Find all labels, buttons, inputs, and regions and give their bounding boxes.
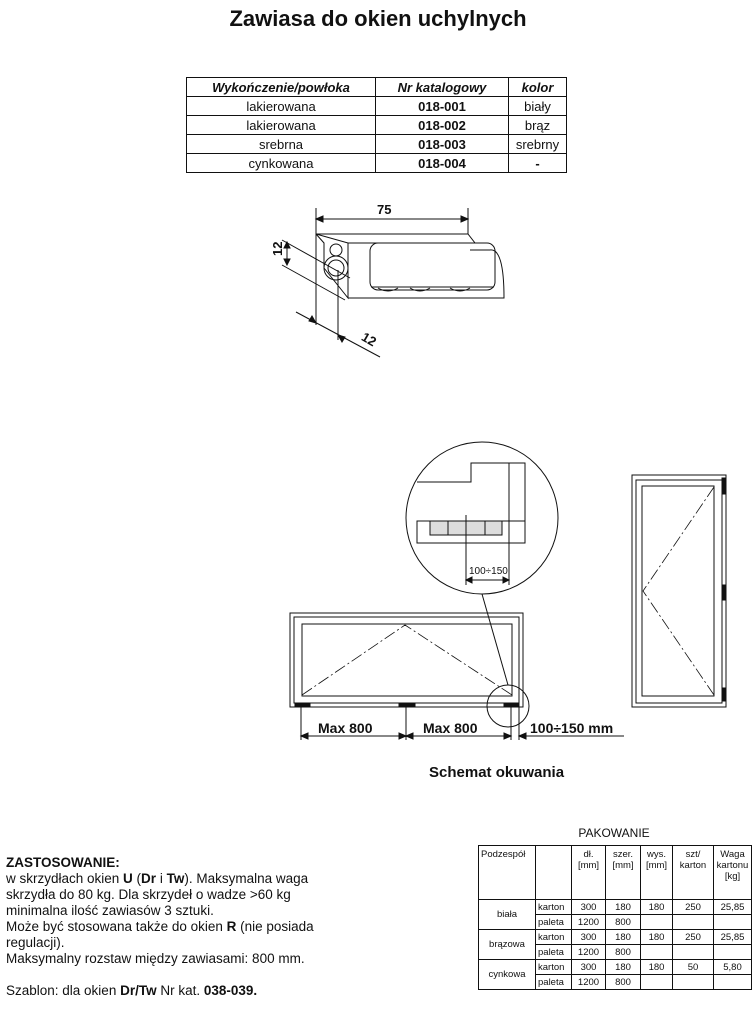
hinge-mark [504,703,519,707]
cell-value: 800 [606,945,641,960]
cell-package-type: karton [536,960,572,975]
cell-color: brąz [509,116,567,135]
cell-package-type: karton [536,900,572,915]
cell-color: - [509,154,567,173]
cell-value [673,915,714,930]
detail-magnifier [406,442,558,727]
cell-catalog-no: 018-001 [376,97,509,116]
hinge-drawing [270,202,504,357]
text: ( [132,871,142,886]
cell-component: brązowa [479,930,536,960]
cell-value [714,915,752,930]
cell-value: 180 [606,960,641,975]
hinge-mark [722,478,726,494]
dim-depth-label: 12 [359,329,380,350]
cell-package-type: paleta [536,945,572,960]
cell-value: 250 [673,930,714,945]
cell-value: 5,80 [714,960,752,975]
text: Dr [141,871,157,886]
template-note [6,983,386,999]
cell-component: biała [479,900,536,930]
cell-value: 50 [673,960,714,975]
cell-package-type: paleta [536,975,572,990]
cell-value [714,945,752,960]
header-width: szer. [mm] [606,846,641,900]
cell-color: biały [509,97,567,116]
usage-line: Maksymalny rozstaw między zawiasami: 800 mm. [6,951,305,966]
header-pcs-per-box: szt/ karton [673,846,714,900]
header-finish: Wykończenie/powłoka [187,78,376,97]
cell-value: 800 [606,975,641,990]
text: (nie posiada [236,919,314,934]
cell-value [641,945,673,960]
cell-value: 250 [673,900,714,915]
table-header-row [479,846,752,900]
text: Nr kat. [156,983,204,998]
dim-offset: 100÷150 mm [530,720,614,736]
scheme-caption: Schemat okuwania [429,764,565,781]
header-catalog-no: Nr katalogowy [376,78,509,97]
header-component: Podzespół [479,846,536,900]
dim-length-label: 75 [377,202,392,217]
cell-finish: lakierowana [187,97,376,116]
cell-value: 180 [641,900,673,915]
hinge-mark [399,703,415,707]
hinge-mark [722,688,726,701]
cell-value [673,975,714,990]
detail-dim-label: 100÷150 [469,566,508,577]
text: Tw [166,871,185,886]
text: Szablon: dla okien [6,983,121,998]
text: R [226,919,237,934]
cell-value: 25,85 [714,930,752,945]
cell-catalog-no: 018-002 [376,116,509,135]
usage-notes [6,855,386,999]
cell-value: 25,85 [714,900,752,915]
cell-value [714,975,752,990]
cell-value: 800 [606,915,641,930]
hinge-mark [295,703,310,707]
cell-color: srebrny [509,135,567,154]
table-row [479,960,752,975]
usage-heading: ZASTOSOWANIE: [6,855,120,870]
cell-value: 300 [572,900,606,915]
cell-package-type: karton [536,930,572,945]
table-row [479,930,752,945]
header-box-weight: Waga kartonu [kg] [714,846,752,900]
cell-finish: lakierowana [187,116,376,135]
cell-value: 1200 [572,915,606,930]
usage-line [6,871,386,887]
cell-catalog-no: 018-004 [376,154,509,173]
vertical-window-scheme [632,475,726,707]
cell-value: 1200 [572,945,606,960]
usage-line: minimalna ilość zawiasów 3 sztuki. [6,903,214,918]
packing-title: PAKOWANIE [578,826,650,840]
table-row [479,900,752,915]
hinge-mark [722,585,726,600]
header-blank [536,846,572,900]
cell-value: 180 [641,960,673,975]
text: U [123,871,133,886]
text: Dr/Tw [120,983,157,998]
cell-value: 300 [572,930,606,945]
horizontal-window-scheme [290,613,624,740]
text: 038-039. [203,983,258,998]
dim-max-800-1: Max 800 [318,720,373,736]
cell-value [673,945,714,960]
cell-value: 300 [572,960,606,975]
header-length: dł. [mm] [572,846,606,900]
text: Może być stosowana także do okien [6,919,227,934]
usage-line: regulacji). [6,935,65,950]
text: i [156,871,167,886]
page-title: Zawiasa do okien uchylnych [229,6,527,31]
cell-value: 1200 [572,975,606,990]
cell-value: 180 [606,930,641,945]
header-height: wys. [mm] [641,846,673,900]
cell-package-type: paleta [536,915,572,930]
cell-component: cynkowa [479,960,536,990]
dim-height-label: 12 [270,241,285,256]
usage-line [6,919,386,935]
dim-max-800-2: Max 800 [423,720,478,736]
usage-line: skrzydła do 80 kg. Dla skrzydeł o wadze >60 kg [6,887,291,902]
text: ). Maksymalna waga [184,871,309,886]
cell-value [641,915,673,930]
cell-finish: cynkowana [187,154,376,173]
cell-value: 180 [641,930,673,945]
header-color: kolor [509,78,567,97]
cell-finish: srebrna [187,135,376,154]
cell-value [641,975,673,990]
packing-table [478,845,752,990]
cell-value: 180 [606,900,641,915]
text: w skrzydłach okien [6,871,124,886]
cell-catalog-no: 018-003 [376,135,509,154]
